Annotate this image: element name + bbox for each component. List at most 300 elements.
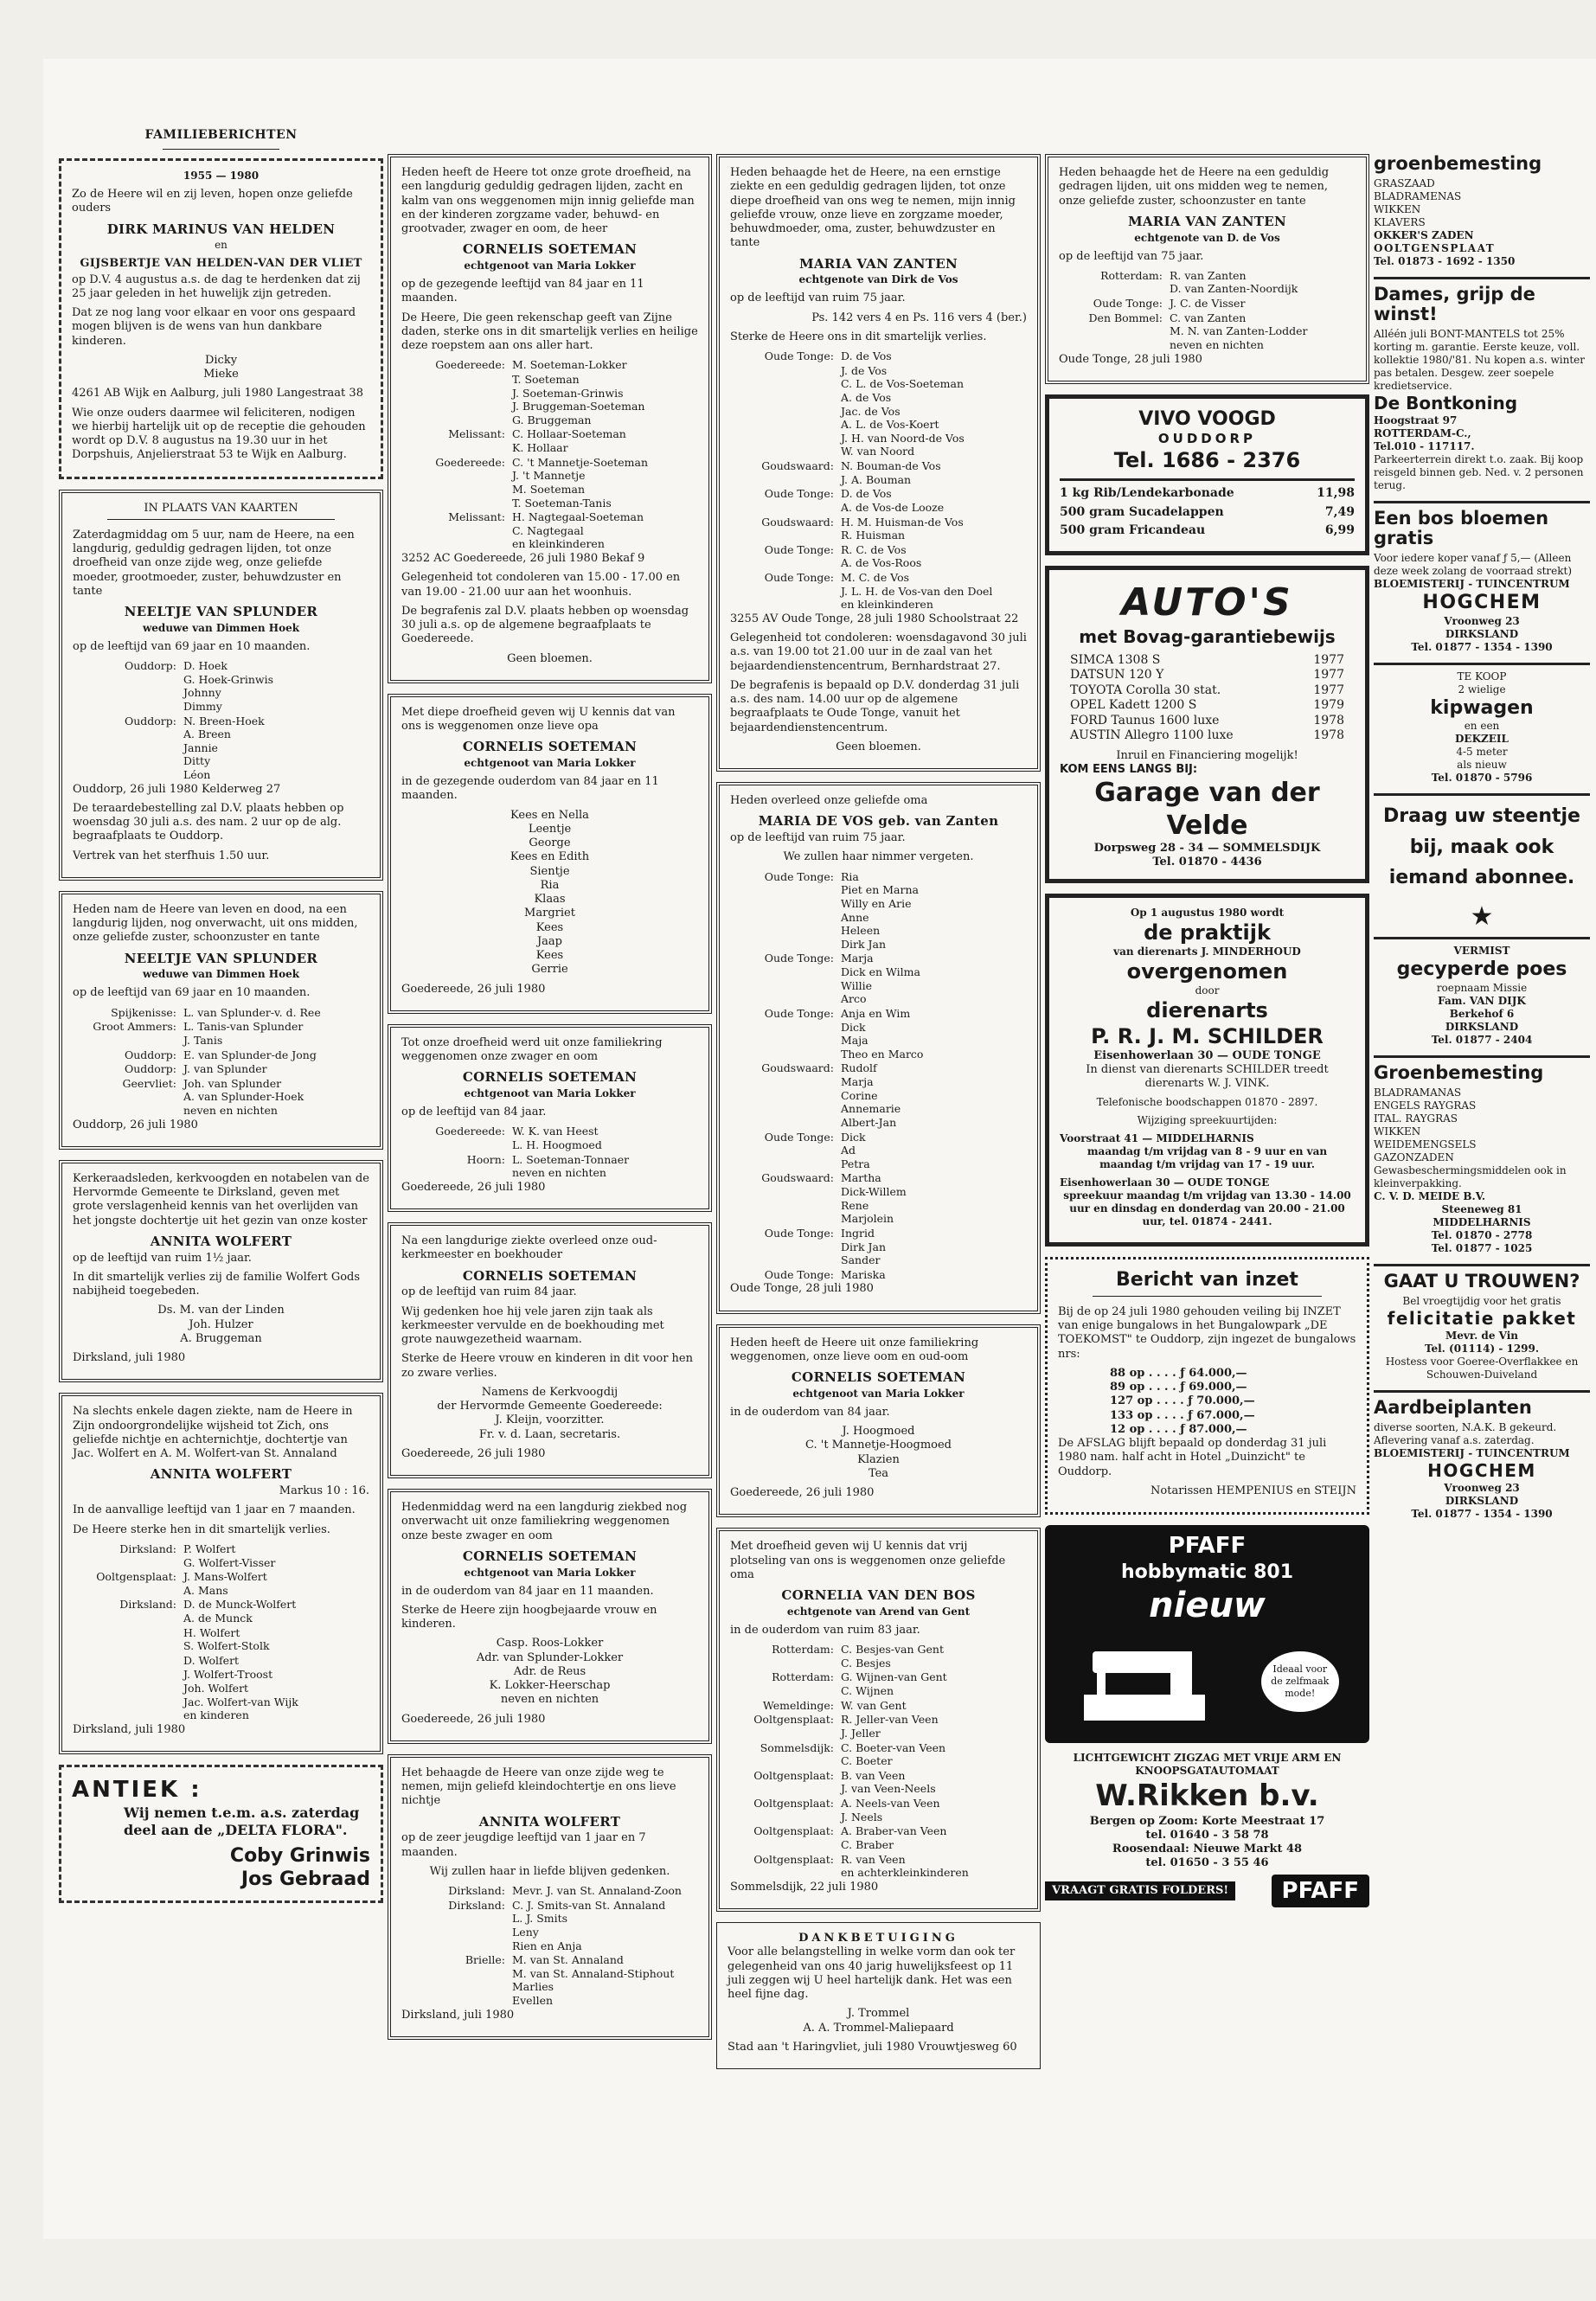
text: In de aanvallige leeftijd van 1 jaar en 7 maanden.: [73, 1503, 356, 1517]
ad-aardbeiplanten: [1374, 1398, 1590, 1521]
text: 500 gram Fricandeau: [1060, 523, 1206, 537]
text: Hoorn:: [466, 1152, 505, 1166]
text: echtgenoot van Maria Lokker: [464, 260, 636, 272]
text: Martha Dick-Willem Rene Marjolein: [841, 1171, 907, 1226]
text: Hedenmiddag werd na een langdurig ziekbed nog onverwacht uit onze familiekring weggenomen onze beste zwager en oom: [401, 1501, 688, 1542]
text: 11,98: [1317, 486, 1355, 500]
text: NEELTJE VAN SPLUNDER: [124, 604, 318, 619]
text: 1978: [1313, 728, 1344, 742]
column-3: [716, 154, 1041, 2080]
text: VRAAGT GRATIS FOLDERS!: [1045, 1881, 1235, 1900]
text: PFAFF: [1168, 1533, 1247, 1559]
text: Sterke de Heere zijn hoogbejaarde vrouw en kinderen.: [401, 1603, 657, 1631]
text: Tel. 01870 - 5796: [1431, 772, 1533, 785]
column-2: [388, 154, 712, 2050]
text: D. de Vos: [841, 349, 892, 362]
text: in de ouderdom van 84 jaar en 11 maanden.: [401, 1584, 654, 1598]
text: Anja en Wim Dick Maja Theo en Marco: [841, 1006, 924, 1061]
text: 500 gram Sucadelappen: [1060, 504, 1224, 519]
text: Melissant:: [448, 510, 505, 524]
text: CORNELIS SOETEMAN: [462, 1267, 638, 1284]
text: Oude Tonge:: [764, 571, 834, 584]
text: Oude Tonge:: [764, 542, 834, 556]
text: J. Hoogmoed C. 't Mannetje-Hoogmoed Klazien Tea: [805, 1425, 952, 1480]
text: CORNELIS SOETEMAN: [462, 739, 638, 755]
text: VERMIST: [1453, 945, 1510, 958]
text: R. Jeller-van Veen J. Jeller: [841, 1713, 939, 1740]
text: Goedereede:: [435, 455, 505, 469]
text: Oude Tonge:: [1093, 297, 1163, 310]
text: ƒ 67.000,—: [1188, 1408, 1255, 1422]
text: ƒ 87.000,—: [1180, 1422, 1247, 1436]
text: 2 wielige: [1458, 683, 1506, 695]
text: Goedereede:: [435, 358, 505, 372]
text: 1 kg Rib/Lendekarbonade: [1060, 486, 1234, 500]
text: Voor iedere koper vanaf ƒ 5,— (Alleen deze week zolang de voorraad strekt): [1374, 552, 1573, 578]
text: Ps. 142 vers 4 en Ps. 116 vers 4 (ber.): [811, 311, 1027, 324]
text: Steeneweg 81 MIDDELHARNIS: [1433, 1202, 1531, 1228]
text: Wij gedenken hoe hij vele jaren zijn taak als kerkmeester vervulde en de boekhouding met grote nauwgezetheid waarnam.: [401, 1304, 664, 1346]
text: weduwe van Dimmen Hoek: [142, 621, 300, 634]
text: CORNELIS SOETEMAN: [462, 241, 638, 258]
text: Kerkeraadsleden, kerkvoogden en notabelen van de Hervormde Gemeente te Dirksland, geven met grote verslagenheid kennis van het overlijden van het jongste dochtertje uit het gezin van onze koster: [73, 1171, 369, 1227]
text: D. Wolfert J. Wolfert-Troost: [183, 1653, 273, 1681]
text: De teraardebestelling zal D.V. plaats hebben op woensdag 30 juli a.s. des nam. 2 uur op de alg. begraafplaats te Ouddorp.: [73, 801, 344, 843]
text: J. Mans-Wolfert A. Mans: [183, 1570, 267, 1597]
text: De begrafenis is bepaald op D.V. donderdag 31 juli a.s. des nam. 14.00 uur op de algemene begraafplaats te Oude Tonge, vanuit het bejaardendienstencentrum.: [730, 678, 1020, 734]
text: Tel. 01877 - 1354 - 1390: [1411, 640, 1553, 653]
text: ƒ 70.000,—: [1188, 1394, 1255, 1408]
text: Dat ze nog lang voor elkaar en voor ons gespaard mogen blijven is de wens van hun dankbare kinderen.: [72, 306, 356, 348]
text: Spijkenisse:: [111, 1005, 176, 1019]
text: Jos Gebraad: [240, 1868, 370, 1891]
text: echtgenoot van Maria Lokker: [464, 1566, 636, 1579]
text: M. van St. Annaland M. van St. Annaland-Stiphout Marlies Evellen: [512, 1953, 675, 2007]
text: HOGCHEM: [1427, 1459, 1536, 1481]
text: 1978: [1313, 713, 1344, 727]
text: [730, 364, 841, 458]
text: CORNELIS SOETEMAN: [462, 1548, 638, 1564]
text: Goedereede, 26 juli 1980: [401, 1712, 546, 1726]
text: Joh. van Splunder A. van Splunder-Hoek neven en nichten: [183, 1076, 304, 1117]
text: weduwe van Dimmen Hoek: [142, 968, 300, 981]
text: C. V. D. MEIDE B.V.: [1374, 1189, 1486, 1202]
text: echtgenote van Dirk de Vos: [798, 273, 958, 286]
text: Bij de op 24 juli 1980 gehouden veiling bij INZET van enige bungalows in het Bungalowpark „DE TOEKOMST" te Ouddorp, zijn ingezet de bungalows nrs:: [1058, 1304, 1356, 1361]
text: Rotterdam:: [772, 1643, 834, 1657]
text: De begrafenis zal D.V. plaats hebben op woensdag 30 juli a.s. op de algemene begraafplaats te Goedereede.: [401, 604, 689, 646]
text: diverse soorten, N.A.K. B gekeurd. Aflevering vanaf a.s. zaterdag.: [1374, 1420, 1557, 1446]
text: R. C. de Vos A. de Vos-Roos: [841, 542, 922, 570]
text: [73, 1626, 183, 1653]
text: Ouddorp:: [124, 1048, 176, 1061]
text: 3255 AV Oude Tonge, 28 juli 1980 Schoolstraat 22: [730, 612, 1019, 625]
obituary-soeteman-1: [388, 154, 712, 683]
text: Zaterdagmiddag om 5 uur, nam de Heere, na een langdurig, geduldig gedragen lijden, tot onze droefheid van onze zijde weg, onze geliefde moeder, grootmoeder, zuster, behuwdzuster en tante: [73, 528, 355, 598]
text: Wijziging spreekuurtijden:: [1137, 1114, 1278, 1127]
text: Dirksland:: [448, 1884, 505, 1897]
text: Een bos bloemen gratis: [1374, 508, 1549, 549]
text: Heden behaagde het de Heere na een geduldig gedragen lijden, uit ons midden weg te nemen, onze geliefde zuster, schoonzuster en tante: [1059, 166, 1330, 208]
text: Dicky Mieke: [203, 353, 239, 381]
text: GAAT U TROUWEN?: [1383, 1270, 1580, 1292]
text: Groot Ammers:: [93, 1020, 176, 1034]
text: MARIA DE VOS geb. van Zanten: [758, 813, 999, 830]
text: Gelegenheid tot condoleren van 15.00 - 17.00 en van 19.00 - 21.00 uur aan het woonhuis.: [401, 571, 681, 599]
text: L. van Splunder-v. d. Ree: [183, 1005, 321, 1019]
text: ANNITA WOLFERT: [150, 1466, 292, 1483]
text: Casp. Roos-Lokker Adr. van Splunder-Lokker Adr. de Reus K. Lokker-Heerschap neven en nichten: [476, 1637, 624, 1707]
text: M. Soeteman-Lokker: [512, 358, 627, 372]
text: Na slechts enkele dagen ziekte, nam de Heere in Zijn ondoorgrondelijke wijsheid tot Zich, ons geliefde nichtje en achternichtje, dochtertje van Jac. Wolfert en A. M. Wolfert-van St. Annaland: [73, 1405, 353, 1461]
vivo-voogd-ad: [1045, 394, 1369, 555]
text: Oude Tonge:: [764, 1130, 834, 1144]
text: T. Soeteman J. Soeteman-Grinwis J. Bruggeman-Soeteman G. Bruggeman: [512, 372, 645, 426]
text: N. Breen-Hoek A. Breen Jannie Ditty Léon: [183, 714, 265, 781]
speech-bubble: Ideaal voor de zelfmaak mode!: [1261, 1651, 1339, 1712]
text: Oude Tonge:: [764, 952, 834, 965]
text: Tel. 01870 - 4436: [1152, 856, 1262, 869]
text: D. Hoek G. Hoek-Grinwis Johnny Dimmy: [183, 659, 274, 713]
text: Tel. 01870 - 2778 Tel. 01877 - 1025: [1431, 1228, 1533, 1254]
text: L. Soeteman-Tonnaer neven en nichten: [512, 1152, 630, 1180]
text: in de gezegende ouderdom van 84 jaar en 11 maanden.: [401, 775, 659, 803]
text: Eisenhowerlaan 30 — OUDE TONGE: [1093, 1048, 1321, 1062]
pfaff-banner: [1045, 1525, 1369, 1743]
text: echtgenoot van Maria Lokker: [464, 757, 636, 769]
text: E. van Splunder-de Jong: [183, 1048, 317, 1061]
text: Aardbeiplanten: [1374, 1396, 1532, 1418]
text: Wie onze ouders daarmee wil feliciteren, nodigen we hierbij hartelijk uit op de receptie die gehouden wordt op D.V. 8 augustus na 19.30 uur in het Dorpshuis, Anjelierstraat 53 te Wijk en Aalburg.: [72, 406, 366, 462]
text: Berkehof 6 DIRKSLAND: [1445, 1007, 1519, 1033]
text: Alléén juli BONT-MANTELS tot 25% korting m. garantie. Eerste keuze, voll. kollektie 1980/'81. Nu kopen a.s. winter pas betalen. Desgew. zeer soepele kredietservice.: [1374, 328, 1586, 393]
text: Vroonweg 23 DIRKSLAND: [1444, 614, 1520, 640]
text: Rotterdam:: [1100, 268, 1163, 282]
text: echtgenoot van Maria Lokker: [464, 1087, 636, 1099]
ad-groenbemesting-1: [1374, 154, 1590, 268]
column-5: [1374, 154, 1590, 1529]
text: Dirksland:: [119, 1598, 176, 1612]
text: Goedereede:: [435, 1125, 505, 1138]
text: [73, 1682, 183, 1722]
text: overgenomen: [1126, 958, 1288, 984]
text: C. 't Mannetje-Soeteman J. 't Mannetje M. Soeteman T. Soeteman-Tanis: [512, 455, 649, 510]
obituary-cornelia: [716, 1528, 1041, 1912]
pfaff-ad: [1045, 1525, 1369, 1907]
text: Ouddorp:: [124, 659, 176, 672]
text: De Heere sterke hen in dit smartelijk verlies.: [73, 1522, 330, 1536]
text: L. Tanis-van Splunder J. Tanis: [183, 1020, 304, 1047]
ad-bontkoning: [1374, 285, 1590, 492]
obituary-maria-1: [716, 154, 1041, 772]
text: Coby Grinwis: [229, 1844, 370, 1867]
text: Dorpsweg 28 - 34 — SOMMELSDIJK: [1093, 842, 1321, 855]
text: Goedereede, 26 juli 1980: [730, 1486, 875, 1500]
text: C. van Zanten M. N. van Zanten-Lodder neven en nichten: [1170, 311, 1308, 351]
text: Gelegenheid tot condoleren: woensdagavond 30 juli a.s. van 19.00 tot 21.00 uur in de zaal van het bejaardendienstencentrum, Bernhardstraat 27.: [730, 631, 1027, 673]
text: Mevr. de Vin: [1445, 1329, 1519, 1342]
ad-vermist-poes: [1374, 945, 1590, 1047]
text: Dirksland, juli 1980: [401, 2008, 515, 2022]
ad-abonnee: Draag uw steentje bij, maak ook iemand abonnee.: [1383, 805, 1580, 888]
text: Oude Tonge:: [764, 1226, 834, 1240]
text: op de leeftijd van 69 jaar en 10 maanden.: [73, 986, 311, 1000]
text: Mevr. J. van St. Annaland-Zoon: [512, 1884, 682, 1897]
obituary-annita-grandparent: [388, 1754, 712, 2040]
text: IN PLAATS VAN KAARTEN: [144, 501, 298, 515]
text: C. Besjes-van Gent C. Besjes: [841, 1643, 944, 1670]
text: MARIA VAN ZANTEN: [798, 255, 958, 272]
text: Vroonweg 23 DIRKSLAND: [1444, 1481, 1520, 1507]
text: Tel.010 - 117117.: [1374, 440, 1475, 453]
text: J. Trommel A. A. Trommel-Maliepaard: [803, 2007, 954, 2035]
text: 1977: [1313, 668, 1344, 682]
text: Dirksland, juli 1980: [73, 1351, 186, 1365]
text: M. C. de Vos J. L. H. de Vos-van den Doel en kleinkinderen: [841, 571, 993, 612]
text: ANNITA WOLFERT: [478, 1813, 621, 1830]
text: C. Boeter-van Veen C. Boeter: [841, 1740, 946, 1768]
text: echtgenoot van Maria Lokker: [792, 1387, 965, 1400]
text: R. van Zanten D. van Zanten-Noordijk: [1170, 268, 1298, 296]
sewing-machine-icon: [1075, 1634, 1214, 1729]
text: Dirksland, juli 1980: [73, 1723, 186, 1736]
text: Goudswaard:: [761, 459, 834, 472]
text: op de leeftijd van 75 jaar.: [1059, 249, 1204, 263]
text: 1977: [1313, 652, 1344, 667]
text: Parkeerterrein direkt t.o. zaak. Bij koop reisgeld binnen geb. Ned. v. 2 personen terug.: [1374, 453, 1584, 492]
text: DIRK MARINUS VAN HELDEN: [106, 221, 336, 237]
text: H. Wolfert S. Wolfert-Stolk: [183, 1625, 270, 1653]
text: Wij zullen haar in liefde blijven gedenken.: [429, 1864, 670, 1878]
text: We zullen haar nimmer vergeten.: [783, 850, 974, 864]
text: Zo de Heere wil en zij leven, hopen onze geliefde ouders: [72, 188, 353, 215]
text: Ooltgensplaat:: [96, 1570, 176, 1584]
bericht-van-inzet: Bericht van inzet Bij de op 24 juli 1980 gehouden veiling bij INZET van enige bungalows in het Bungalowpark „DE TOEKOMST" te Ouddorp, zijn ingezet de bungalows nrs: 88 op . . . . ƒ 64.000,— 89 op . . . . ƒ 69.000,— 127 op . . . . ƒ 70.000,— 133 op . . . . ƒ 67.000,— 12 op . . . . ƒ 87.000,— De AFSLAG blijft bepaald op donderdag 31 juli 1980 nam. half acht in Hotel „Duinzicht" te Ouddorp. Notarissen HEMPENIUS en STEIJN: [1045, 1257, 1369, 1515]
text: DATSUN 120 Y: [1070, 668, 1164, 682]
text: Tel. 01877 - 2404: [1431, 1033, 1533, 1046]
text: BLADRAMANAS ENGELS RAYGRAS ITAL. RAYGRAS WIKKEN WEIDEMENGSELS GAZONZADEN Gewasbeschermingsmiddelen ook in kleinverpakking.: [1374, 1086, 1567, 1189]
text: 4-5 meter als nieuw: [1456, 746, 1508, 772]
text: Dick Ad Petra: [841, 1130, 870, 1170]
text: Dirksland:: [448, 1898, 505, 1912]
obituary-soeteman-6: [716, 1324, 1041, 1518]
text: Oude Tonge, 28 juli 1980: [1059, 352, 1202, 366]
text: Ouddorp, 26 juli 1980 Kelderweg 27: [73, 782, 281, 796]
text: op de leeftijd van ruim 1½ jaar.: [73, 1251, 252, 1265]
text: 133 op: [1110, 1408, 1153, 1422]
text: CORNELIS SOETEMAN: [791, 1369, 966, 1386]
text: Melissant:: [448, 427, 505, 441]
text: Wemeldinge:: [762, 1698, 834, 1712]
text: Oude Tonge:: [764, 869, 834, 883]
text: Goudswaard:: [761, 1171, 834, 1185]
text: Goudswaard:: [761, 1061, 834, 1075]
text: Ooltgensplaat:: [753, 1768, 834, 1782]
text: van dierenarts J. MINDERHOUD: [1113, 945, 1301, 958]
text: Rudolf Marja Corine Annemarie Albert-Jan: [841, 1061, 901, 1129]
text: Geervliet:: [122, 1076, 176, 1090]
dankbetuiging: [716, 1922, 1041, 2069]
ad-gaat-u-trouwen: [1374, 1272, 1590, 1381]
notice-annita-family: [59, 1393, 383, 1754]
text: Voor alle belangstelling in welke vorm dan ook ter gelegenheid van ons 40 jarig huwelijksfeest op 11 juli zeggen wij U heel hartelijk dank. Het was een heel fijne dag.: [727, 1945, 1016, 2001]
text: Den Bommel:: [1088, 311, 1163, 324]
text: PFAFF: [1272, 1875, 1369, 1908]
text: J. C. de Visser: [1170, 297, 1246, 310]
text: Bel vroegtijdig voor het gratis: [1402, 1294, 1561, 1307]
text: Goedereede, 26 juli 1980: [401, 1180, 546, 1194]
text: Oude Tonge:: [764, 349, 834, 362]
text: Tot onze droefheid werd uit onze familiekring weggenomen onze zwager en oom: [401, 1035, 663, 1063]
text: 6,99: [1324, 523, 1355, 537]
text: 127 op: [1110, 1394, 1153, 1408]
text: Fam. VAN DIJK: [1438, 994, 1526, 1007]
text: Ouddorp, 26 juli 1980: [73, 1118, 198, 1131]
notice-annita-church: [59, 1160, 383, 1383]
obituary-maria-3: [1045, 154, 1369, 384]
antiek-ad: [59, 1765, 383, 1903]
text: GIJSBERTJE VAN HELDEN-VAN DER VLIET: [80, 257, 362, 271]
text: 1979: [1313, 698, 1344, 712]
text: Op 1 augustus 1980 wordt: [1130, 906, 1285, 919]
newspaper-page: [43, 59, 1596, 2239]
text: Ds. M. van der Linden Joh. Hulzer A. Bruggeman: [157, 1304, 285, 1345]
text: op de leeftijd van ruim 84 jaar.: [401, 1285, 577, 1299]
column-1: [59, 128, 383, 1913]
text: In dienst van dierenarts SCHILDER treedt dierenarts W. J. VINK.: [1086, 1062, 1329, 1090]
text: D. de Munck-Wolfert A. de Munck: [183, 1598, 297, 1625]
text: AUTO'S: [1121, 580, 1293, 625]
text: Namens de Kerkvoogdij der Hervormde Gemeente Goedereede: J. Kleijn, voorzitter. Fr. v. d. Laan, secretaris.: [437, 1385, 663, 1441]
text: Marja Dick en Wilma Willie Arco: [841, 952, 920, 1006]
text: De Heere, Die geen rekenschap geeft van Zijne daden, sterke ons in dit smartelijk verlies en heilige deze roepstem aan ons aller hart.: [401, 311, 698, 352]
text: Kees en Nella Leentje George Kees en Edith Sientje Ria Klaas Margriet Kees Jaap Kees Gerrie: [510, 808, 590, 977]
text: TOYOTA Corolla 30 stat.: [1070, 683, 1221, 697]
text: in de ouderdom van ruim 83 jaar.: [730, 1623, 920, 1637]
text: NEELTJE VAN SPLUNDER: [124, 950, 318, 966]
text: CORNELIA VAN DEN BOS: [781, 1587, 976, 1604]
text: dierenarts: [1146, 997, 1268, 1022]
text: op de leeftijd van ruim 75 jaar.: [730, 292, 906, 305]
obituary-neeltje-1: [59, 490, 383, 881]
section-title: FAMILIEBERICHTEN: [144, 128, 298, 142]
text: Dirksland:: [119, 1541, 176, 1555]
text: D. de Vos A. de Vos-de Looze: [841, 487, 945, 514]
text: 88 op: [1110, 1366, 1145, 1380]
text: Hostess voor Goeree-Overflakkee en Schouwen-Duiveland: [1385, 1355, 1579, 1381]
text: LICHTGEWICHT ZIGZAG MET VRIJE ARM EN KNOOPSGATAUTOMAAT: [1073, 1752, 1342, 1777]
text: Oude Tonge:: [764, 1006, 834, 1020]
text: Dames, grijp de winst!: [1374, 284, 1535, 325]
text: Voorstraat 41 — MIDDELHARNIS: [1060, 1132, 1254, 1145]
obituary-soeteman-5: [388, 1489, 712, 1744]
text: Sterke de Heere vrouw en kinderen in dit voor hen zo zware verlies.: [401, 1352, 693, 1380]
text: DEKZEIL: [1455, 733, 1509, 746]
ad-bloemen-gratis: [1374, 509, 1590, 654]
text: CORNELIS SOETEMAN: [462, 1069, 638, 1086]
text: Vertrek van het sterfhuis 1.50 uur.: [73, 849, 270, 862]
text: W. K. van Heest L. H. Hoogmoed: [512, 1125, 602, 1151]
text: W. van Gent: [841, 1698, 907, 1712]
text: Sommelsdijk:: [760, 1740, 834, 1754]
text: tel. 01640 - 3 58 78: [1145, 1828, 1269, 1842]
text: 3252 AC Goedereede, 26 juli 1980 Bekaf 9: [401, 552, 645, 565]
text: Telefonische boodschappen 01870 - 2897.: [1096, 1096, 1318, 1109]
text: 12 op: [1110, 1422, 1145, 1436]
text: KOM EENS LANGS BIJ:: [1060, 762, 1198, 776]
text: en: [215, 239, 228, 252]
text: roepnaam Missie: [1436, 981, 1528, 994]
text: A. Neels-van Veen J. Neels: [841, 1797, 940, 1823]
text: Het behaagde de Heere van onze zijde weg te nemen, mijn geliefd kleindochtertje en ons lieve nichtje: [401, 1766, 676, 1808]
text: echtgenote van D. de Vos: [1134, 231, 1280, 244]
text: Brielle:: [465, 1953, 505, 1967]
text: Ingrid Dirk Jan Sander: [841, 1226, 887, 1267]
text: Hoogstraat 97 ROTTERDAM-C.,: [1374, 414, 1471, 440]
text: SIMCA 1308 S: [1070, 652, 1161, 667]
text: op de leeftijd van ruim 75 jaar.: [730, 831, 906, 845]
text: 7,49: [1324, 504, 1355, 519]
text: op de gezegende leeftijd van 84 jaar en 11 maanden.: [401, 278, 644, 305]
text: ANTIEK :: [72, 1777, 202, 1804]
text: op D.V. 4 augustus a.s. de dag te herdenken dat zij 25 jaar geleden in het huwelijk zijn getreden.: [72, 272, 361, 300]
text: Stad aan 't Haringvliet, juli 1980 Vrouwtjesweg 60: [727, 2040, 1017, 2054]
text: Rotterdam:: [772, 1670, 834, 1684]
text: Markus 10 : 16.: [279, 1484, 369, 1498]
text: Heden heeft de Heere tot onze grote droefheid, na een langdurig geduldig gedragen lijden, zacht en kalm van ons weggenomen mijn innig geliefde man en der kinderen zorgzame vader, behuwd- en grootvader, zwager en oom, de heer: [401, 166, 695, 235]
star-icon: ★: [1470, 901, 1494, 933]
text: Groenbemesting: [1374, 1061, 1544, 1083]
text: Heden behaagde het de Heere, na een ernstige ziekte en een geduldig gedragen lijden, tot onze diepe droefheid van ons weg te nemen, mijn innig geliefde vrouw, onze lieve en zorgzame moeder, behuwdmoeder, oma, zuster, behuwdzuster en tante: [730, 166, 1016, 250]
text: en een: [1464, 720, 1500, 733]
text: OPEL Kadett 1200 S: [1070, 698, 1197, 712]
text: H. Nagtegaal-Soeteman C. Nagtegaal en kleinkinderen: [512, 510, 644, 551]
text: De AFSLAG blijft bepaald op donderdag 31 juli 1980 nam. half acht in Hotel „Duinzicht" te Ouddorp.: [1058, 1437, 1327, 1478]
text: H. M. Huisman-de Vos R. Huisman: [841, 515, 964, 542]
text: B. van Veen J. van Veen-Neels: [841, 1768, 936, 1796]
text: P. Wolfert G. Wolfert-Visser: [183, 1541, 276, 1569]
text: OOLTGENSPLAAT: [1374, 242, 1496, 255]
text: tel. 01650 - 3 55 46: [1145, 1856, 1269, 1870]
text: Ria Piet en Marna Willy en Arie Anne Heleen Dirk Jan: [841, 869, 919, 951]
text: Goedereede, 26 juli 1980: [401, 982, 546, 996]
text: Heden heeft de Heere uit onze familiekring weggenomen, onze lieve oom en oud-oom: [730, 1336, 979, 1363]
text: kipwagen: [1430, 696, 1534, 719]
text: Tel. 01877 - 1354 - 1390: [1411, 1507, 1553, 1520]
text: R. van Veen en achterkleinkinderen: [841, 1852, 969, 1880]
text: hobbymatic 801: [1120, 1561, 1294, 1583]
text: ƒ 64.000,—: [1180, 1366, 1247, 1380]
text: spreekuur maandag t/m vrijdag van 13.30 - 14.00 uur en dinsdag en donderdag van 20.00 - 21.00 uur, tel. 01874 - 2441.: [1063, 1189, 1351, 1228]
text: felicitatie pakket: [1387, 1307, 1577, 1329]
text: Bergen op Zoom: Korte Meestraat 17: [1089, 1814, 1325, 1828]
text: J. van Splunder: [183, 1062, 267, 1076]
obituary-neeltje-2: [59, 891, 383, 1150]
text: Ooltgensplaat:: [753, 1852, 834, 1866]
text: Tel. (01114) - 1299.: [1424, 1342, 1540, 1355]
text: MARIA VAN ZANTEN: [1127, 213, 1287, 229]
text: 4261 AB Wijk en Aalburg, juli 1980 Langestraat 38: [72, 387, 363, 401]
text: Inruil en Financiering mogelijk!: [1116, 748, 1298, 762]
text: GRASZAAD BLADRAMENAS WIKKEN KLAVERS: [1374, 177, 1462, 229]
text: Roosendaal: Nieuwe Markt 48: [1112, 1843, 1303, 1856]
text: Met droefheid geven wij U kennis dat vrij plotseling van ons is weggenomen onze geliefde oma: [730, 1540, 1006, 1581]
text: Goudswaard:: [761, 515, 834, 529]
text: Ouddorp:: [124, 1062, 176, 1076]
text: Joh. Wolfert Jac. Wolfert-van Wijk en kinderen: [183, 1682, 298, 1722]
text: maandag t/m vrijdag van 8 - 9 uur en van maandag t/m vrijdag van 17 - 19 uur.: [1086, 1145, 1328, 1171]
text: C. J. Smits-van St. Annaland L. J. Smits Leny Rien en Anja: [512, 1898, 666, 1952]
